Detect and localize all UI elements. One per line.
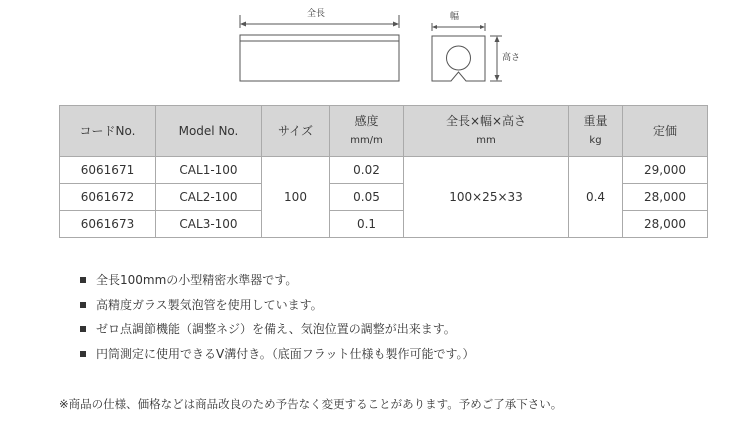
- header-dimensions: 全長×幅×高さ mm: [404, 106, 569, 157]
- header-sensitivity: 感度 mm/m: [330, 106, 404, 157]
- length-label: 全長: [307, 9, 326, 19]
- cell-size: 100: [262, 157, 330, 238]
- cell-weight: 0.4: [569, 157, 623, 238]
- header-size: サイズ: [262, 106, 330, 157]
- header-weight: 重量 kg: [569, 106, 623, 157]
- table-header-row: [60, 106, 708, 157]
- table-row: [60, 157, 708, 184]
- list-item: 全長100mmの小型精密水準器です。: [80, 268, 475, 293]
- header-model: Model No.: [156, 106, 262, 157]
- cell-sensitivity: 0.1: [330, 211, 404, 238]
- list-item: ゼロ点調節機能（調整ネジ）を備え、気泡位置の調整が出来ます。: [80, 317, 475, 342]
- feature-list: [80, 268, 475, 366]
- cell-code: 6061671: [60, 157, 156, 184]
- cell-model: CAL3-100: [156, 211, 262, 238]
- list-item: 高精度ガラス製気泡管を使用しています。: [80, 293, 475, 318]
- product-dimension-diagram: [0, 0, 749, 100]
- cell-price: 28,000: [623, 211, 708, 238]
- disclaimer-note: ※商品の仕様、価格などは商品改良のため予告なく変更することがあります。予めご了承下さい。: [59, 397, 563, 411]
- list-item: 円筒測定に使用できるV溝付き。（底面フラット仕様も製作可能です。）: [80, 342, 475, 367]
- cell-price: 28,000: [623, 184, 708, 211]
- header-price: 定価: [623, 106, 708, 157]
- height-label: 高さ: [502, 53, 521, 63]
- header-dimensions-unit: mm: [476, 135, 496, 146]
- cell-dimensions: 100×25×33: [404, 157, 569, 238]
- cell-sensitivity: 0.02: [330, 157, 404, 184]
- bullet-square-icon: [80, 302, 86, 308]
- cell-model: CAL2-100: [156, 184, 262, 211]
- header-sensitivity-unit: mm/m: [350, 135, 383, 146]
- spec-table: [59, 105, 708, 238]
- cell-code: 6061673: [60, 211, 156, 238]
- width-label: 幅: [450, 12, 460, 22]
- header-weight-unit: kg: [589, 135, 602, 146]
- cell-code: 6061672: [60, 184, 156, 211]
- bullet-square-icon: [80, 277, 86, 283]
- bullet-square-icon: [80, 326, 86, 332]
- cell-price: 29,000: [623, 157, 708, 184]
- header-code: コードNo.: [60, 106, 156, 157]
- cell-model: CAL1-100: [156, 157, 262, 184]
- bullet-square-icon: [80, 351, 86, 357]
- cell-sensitivity: 0.05: [330, 184, 404, 211]
- dimension-drawing: [0, 0, 749, 100]
